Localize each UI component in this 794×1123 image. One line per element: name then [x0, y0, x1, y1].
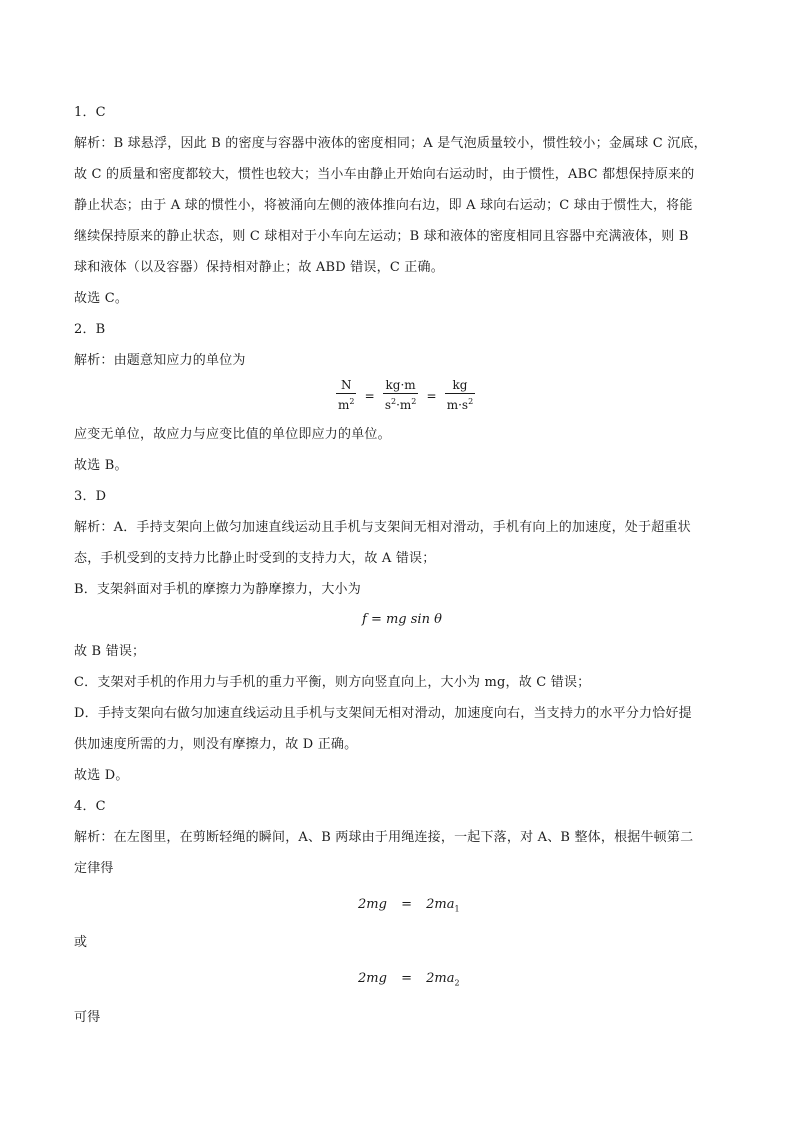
fraction-n-over-m2: $\frac{N}{m^2}$ — [338, 378, 355, 412]
answer-2-analysis-line-2: 应变无单位，故应力与应变比值的单位即应力的单位。 — [74, 427, 391, 442]
answer-2-header: 2．B — [74, 322, 106, 337]
answer-1-choice: 故选 C。 — [74, 291, 129, 306]
fraction-kg-over-ms2: $\frac{kg}{m\cdot s^2}$ — [446, 378, 474, 412]
answer-3-analysis-b: B．支架斜面对手机的摩擦力为静摩擦力，大小为 — [74, 582, 361, 597]
answer-2-analysis-line-1: 解析：由题意知应力的单位为 — [74, 353, 246, 368]
friction-equation: f = mg sin θ — [362, 612, 442, 627]
answer-4-result-intro: 可得 — [74, 1010, 101, 1025]
answer-3-analysis-d-line-2: 供加速度所需的力，则没有摩擦力，故 D 正确。 — [74, 737, 358, 752]
answer-3-analysis-b-conclusion: 故 B 错误； — [74, 644, 146, 659]
fraction-kgm-over-s2m2: $\frac{kg\cdot m}{s^2\cdot m^2}$ — [384, 378, 417, 412]
answer-1-analysis-line-1: 解析：B 球悬浮，因此 B 的密度与容器中液体的密度相同；A 是气泡质量较小，惯性较小；金属球 C 沉底， — [74, 136, 707, 151]
answer-3-choice: 故选 D。 — [74, 768, 129, 783]
answer-3-analysis-c: C．支架对手机的作用力与手机的重力平衡，则方向竖直向上，大小为 mg，故 C 错误； — [74, 675, 591, 690]
answer-3-analysis-a-line-2: 态，手机受到的支持力比静止时受到的支持力大，故 A 错误； — [74, 551, 436, 566]
answer-4-analysis-line-1: 解析：在左图里，在剪断轻绳的瞬间，A、B 两球由于用绳连接，一起下落，对 A、B 整体，根据牛顿第二 — [74, 830, 694, 845]
answer-2-choice: 故选 B。 — [74, 458, 128, 473]
equals-sign: = — [364, 388, 375, 403]
answer-3-header: 3．D — [74, 489, 107, 504]
answer-4-or: 或 — [74, 935, 88, 950]
answer-1-analysis-line-2: 故 C 的质量和密度都较大，惯性也较大；当小车由静止开始向右运动时，由于惯性，ABC 都想保持原来的 — [74, 167, 695, 182]
answer-1-analysis-line-4: 继续保持原来的静止状态，则 C 球相对于小车向左运动；B 球和液体的密度相同且容器中充满液体，则 B — [74, 229, 689, 244]
answer-3-analysis-d-line-1: D．手持支架向右做匀加速直线运动且手机与支架间无相对滑动，加速度向右，当支持力的水平分力恰好提 — [74, 706, 692, 721]
newton-equation-1: $2mg = 2ma_1$ — [358, 897, 460, 914]
answer-4-analysis-line-2: 定律得 — [74, 861, 114, 876]
answer-1-header: 1．C — [74, 105, 106, 120]
answer-3-analysis-a-line-1: 解析：A．手持支架向上做匀加速直线运动且手机与支架间无相对滑动，手机有向上的加速度，处于超重状 — [74, 520, 691, 535]
answer-1-analysis-line-3: 静止状态；由于 A 球的惯性小，将被涌向左侧的液体推向右边，即 A 球向右运动；C 球由于惯性大，将能 — [74, 198, 693, 213]
answer-1-analysis-line-5: 球和液体（以及容器）保持相对静止；故 ABD 错误，C 正确。 — [74, 260, 444, 275]
unit-equation — [334, 378, 477, 413]
answer-4-header: 4．C — [74, 799, 106, 814]
equals-sign: = — [426, 388, 437, 403]
newton-equation-2: $2mg = 2ma_2$ — [358, 971, 460, 988]
